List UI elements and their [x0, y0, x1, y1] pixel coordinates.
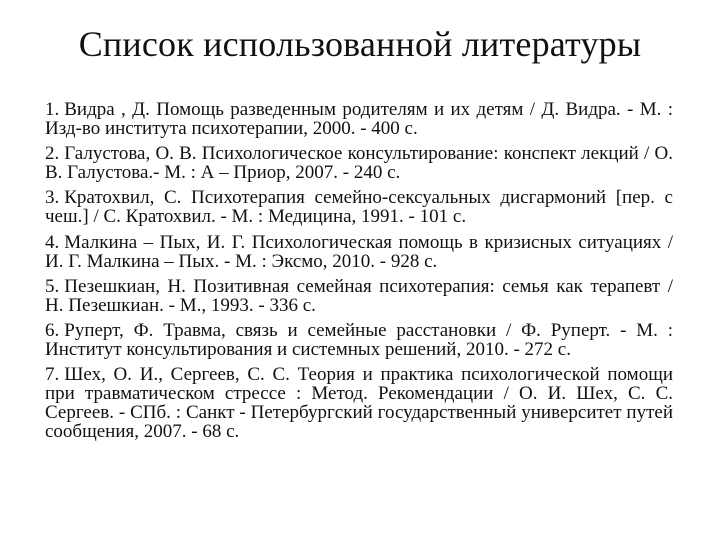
- reference-text: Пезешкиан, Н. Позитивная семейная психотерапия: семья как терапевт / Н. Пезешкиан. - М., 1993. - 336 с.: [45, 275, 673, 316]
- reference-number: 7.: [45, 364, 60, 386]
- reference-item: [45, 277, 673, 315]
- reference-item: [45, 188, 673, 226]
- reference-number: 1.: [45, 99, 60, 120]
- reference-text: Малкина – Пых, И. Г. Психологическая помощь в кризисных ситуациях / И. Г. Малкина – Пых. - М. : Эксмо, 2010. - 928 с.: [45, 231, 673, 272]
- reference-text: Шех, О. И., Сергеев, С. С. Теория и практика психологической помощи при травматическом стрессе : Метод. Рекомендации / О. И. Шех, С. С. Сергеев. - СПб. : Санкт - Петербургский государственный университет путей сообщения, 2007. - 68 с.: [45, 364, 673, 443]
- reference-number: 4.: [45, 231, 60, 253]
- reference-item: [45, 321, 673, 359]
- reference-text: Руперт, Ф. Травма, связь и семейные расстановки / Ф. Руперт. - М. : Институт консультирования и системных решений, 2010. - 272 с.: [45, 319, 673, 360]
- reference-number: 5.: [45, 275, 60, 297]
- reference-text: Галустова, О. В. Психологическое консультирование: конспект лекций / О. В. Галустова.- М. : А – Приор, 2007. - 240 с.: [45, 143, 673, 184]
- reference-item: [45, 144, 673, 182]
- reference-item: [45, 233, 673, 271]
- reference-item: [45, 365, 673, 441]
- page-title: Список использованной литературы: [78, 24, 642, 64]
- reference-text: Видра , Д. Помощь разведенным родителям и их детям / Д. Видра. - М. : Изд-во института психотерапии, 2000. - 400 с.: [45, 99, 673, 139]
- reference-number: 6.: [45, 319, 60, 341]
- reference-item: [45, 100, 673, 138]
- reference-number: 2.: [45, 143, 60, 165]
- reference-text: Кратохвил, С. Психотерапия семейно-сексуальных дисгармоний [пер. с чеш.] / С. Кратохвил. - М. : Медицина, 1991. - 101 с.: [45, 187, 673, 228]
- reference-list: [45, 100, 673, 447]
- reference-number: 3.: [45, 187, 60, 209]
